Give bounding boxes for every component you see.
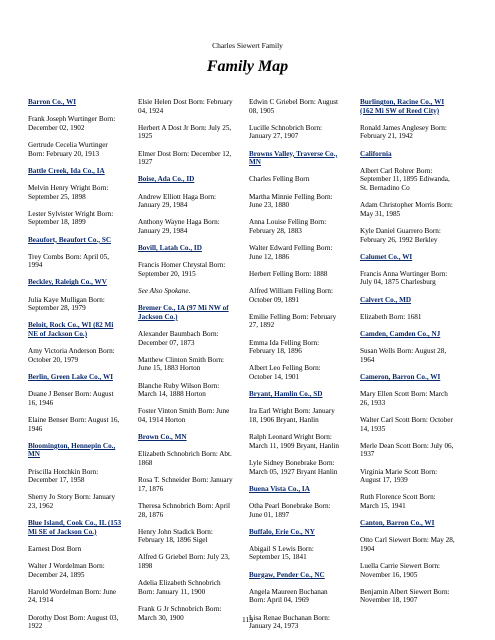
person-entry: Merle Dean Scott Born: July 06, 1937: [360, 441, 454, 459]
column-3: [249, 98, 345, 639]
location-heading[interactable]: Beloit, Rock Co., WI (82 Mi NE of Jackson Co.): [28, 321, 114, 339]
page-number: 113: [242, 615, 253, 624]
person-entry: Lyle Sidney Bonebrake Born: March 05, 1927 Bryant Hanlin: [249, 458, 338, 476]
person-entry: Luella Carrie Siewert Born: November 16, 1905: [360, 562, 441, 579]
person-entry: Henry John Stadick Born: February 18, 1896 Sigel: [138, 527, 213, 545]
person-entry: Herbert Felling Born: 1888: [249, 269, 328, 278]
person-entry: Lester Sylvister Wright Born: September 18, 1899: [28, 209, 114, 227]
person-entry: Harold Wordelman Born: June 24, 1914: [28, 587, 117, 605]
person-entry: Anna Louise Felling Born: February 28, 1883: [249, 218, 327, 235]
person-entry: Earnest Dost Born: [28, 544, 82, 553]
location-heading[interactable]: Camden, Camden Co., NJ: [360, 330, 441, 339]
location-heading[interactable]: Battle Creek, Ida Co., IA: [28, 166, 105, 175]
location-heading[interactable]: Buffalo, Erie Co., NY: [249, 527, 315, 536]
person-entry: Otto Carl Siewert Born: May 28, 1904: [360, 536, 455, 553]
person-entry: Melvin Henry Wright Born: September 25, 1898: [28, 183, 109, 201]
person-entry: Dorothy Dost Born: August 03, 1922: [28, 613, 119, 631]
person-entry: Ruth Florence Scott Born: March 15, 1941: [360, 493, 436, 510]
page-title: Family Map: [206, 58, 289, 75]
person-entry: Alexander Baumbach Born: December 07, 1873: [138, 330, 219, 347]
person-entry: Otha Pearl Bonebrake Born: June 01, 1897: [249, 501, 331, 519]
person-entry: Gertrude Cecelia Wurtinger Born: February 20, 1913: [28, 140, 108, 158]
person-entry: Julia Kaye Mulligan Born: September 28, 1979: [28, 295, 105, 313]
person-entry: Emilie Felling Born: February 27, 1892: [249, 312, 337, 330]
person-entry: Blanche Ruby Wilson Born: March 14, 1888 Horton: [138, 381, 220, 399]
person-entry: Elizabeth Born: 1681: [360, 312, 422, 321]
location-heading[interactable]: California: [360, 149, 392, 158]
person-entry: Charles Felling Born: [249, 175, 310, 184]
person-entry: Lisa Renae Buchanan Born: January 24, 1973: [249, 613, 330, 631]
person-entry: Benjamin Albert Siewert Born: November 18, 1907: [360, 587, 450, 605]
person-entry: Anthony Wayne Haga Born: January 29, 1984: [138, 218, 220, 235]
location-heading[interactable]: Calvert Co., MD: [360, 295, 412, 304]
person-entry: Virginia Marie Scott Born: August 17, 1939: [360, 467, 438, 485]
location-heading[interactable]: Brown Co., MN: [138, 433, 187, 442]
location-heading[interactable]: Canton, Barron Co., WI: [360, 519, 435, 528]
person-entry: Martha Minnie Felling Born: June 23, 1880: [249, 192, 333, 210]
person-entry: Ralph Leonard Wright Born: March 11, 1909 Bryant, Hanlin: [249, 433, 339, 450]
person-entry: Duane J Benser Born: August 16, 1946: [28, 390, 114, 407]
person-entry: Walter J Wordelman Born: December 24, 1895: [28, 562, 105, 579]
column-2: [138, 98, 234, 631]
person-entry: Elmer Dost Born: December 12, 1927: [138, 149, 232, 167]
location-heading[interactable]: Burlington, Racine Co., WI (162 Mi SW of Reed City): [360, 98, 445, 115]
person-entry: Emma Ida Felling Born: February 18, 1896: [249, 338, 320, 356]
person-entry: Angela Maureen Buchanan Born: April 04, 1969: [249, 587, 328, 605]
location-heading[interactable]: Buena Vista Co., IA: [249, 484, 310, 493]
person-entry: Edwin C Griebel Born: August 08, 1905: [249, 98, 339, 115]
person-entry: Sherry Jo Story Born: January 23, 1962: [28, 493, 116, 510]
person-entry: Trey Combs Born: April 05, 1994: [28, 252, 110, 270]
location-heading[interactable]: Browns Valley, Traverse Co., MN: [249, 149, 338, 167]
person-entry: Amy Victoria Anderson Born: October 20, 1979: [28, 347, 115, 364]
person-entry: Andrew Elliott Haga Born: January 29, 1984: [138, 192, 217, 210]
person-entry: Elsie Helen Dost Born: February 04, 1924: [138, 98, 233, 115]
person-entry: Walter Edward Felling Born: June 12, 1886: [249, 244, 333, 261]
person-entry: Alfred G Griebel Born: July 23, 1898: [138, 553, 230, 571]
location-heading[interactable]: Cameron, Barron Co., WI: [360, 373, 441, 381]
person-entry: Kyle Daniel Guarrero Born: February 26, 1992 Berkley: [360, 226, 441, 244]
person-entry: Abigail S Lewis Born: September 15, 1841: [249, 544, 314, 562]
person-entry: Walter Carl Scott Born: October 14, 1935: [360, 415, 453, 433]
person-entry: Matthew Clinton Smith Born: June 15, 1883 Horton: [138, 355, 225, 373]
person-entry: Francis Homer Chrystal Born: September 20, 1915: [138, 261, 226, 278]
person-entry: Lucille Schnobrich Born: January 27, 1907: [249, 123, 323, 141]
person-entry: Frank G Jr Schnobrich Born: March 30, 1900: [138, 605, 222, 622]
person-entry: Elaine Benser Born: August 16, 1946: [28, 415, 120, 433]
running-header: Charles Siewert Family: [212, 41, 283, 50]
person-entry: Ira Earl Wright Born: January 18, 1906 Bryant, Hanlin: [249, 407, 335, 424]
person-entry: Albert Carl Rohrer Born: September 11, 1895 Ediwanda, St. Bernadino Co: [360, 166, 450, 192]
person-entry: Alfred William Felling Born: October 09, 1891: [249, 287, 334, 304]
location-heading[interactable]: Calumet Co., WI: [360, 252, 413, 261]
person-entry: Herbert A Dost Jr Born: July 25, 1925: [138, 123, 232, 141]
location-heading[interactable]: Bryant, Hamlin Co., SD: [249, 390, 323, 399]
location-heading[interactable]: Beaufort, Beaufort Co., SC: [28, 235, 112, 244]
location-heading[interactable]: Burgaw, Pender Co., NC: [249, 570, 325, 579]
person-entry: Adam Christopher Morris Born: May 31, 1985: [360, 201, 453, 218]
person-entry: Rosa T. Schneider Born: January 17, 1876: [138, 476, 233, 493]
person-entry: Susan Wells Born: August 28, 1964: [360, 347, 447, 364]
person-entry: Mary Ellen Scott Born: March 26, 1933: [360, 390, 448, 407]
location-heading[interactable]: Barron Co., WI: [28, 98, 77, 106]
location-heading[interactable]: Bremer Co., IA (97 Mi NW of Jackson Co.): [138, 304, 229, 321]
location-heading[interactable]: Beckley, Raleigh Co., WV: [28, 278, 107, 287]
person-entry: Foster Vinton Smith Born: June 04, 1914 Horton: [138, 407, 230, 424]
location-heading[interactable]: Bovill, Latah Co., ID: [138, 244, 202, 253]
person-entry: Priscilla Hotchkin Born: December 17, 1958: [28, 467, 99, 485]
location-heading[interactable]: Bloomington, Hennepin Co., MN: [28, 441, 116, 459]
person-entry: Theresa Schnobrich Born: April 28, 1876: [138, 501, 231, 519]
location-heading[interactable]: Berlin, Green Lake Co., WI: [28, 373, 113, 381]
person-entry: Adelia Elizabeth Schnobrich Born: January 11, 1900: [138, 579, 221, 596]
see-also-note: See Also Spokane.: [138, 287, 191, 296]
person-entry: Frank Joseph Wurtinger Born: December 02, 1902: [28, 115, 116, 132]
person-entry: Ronald James Anglesey Born: February 21, 1942: [360, 123, 447, 141]
person-entry: Albert Leo Felling Born: October 14, 1901: [249, 364, 321, 381]
person-entry: Elizabeth Schnobrich Born: Abt. 1868: [138, 450, 232, 467]
location-heading[interactable]: Blue Island, Cook Co., IL (153 Mi SE of Jackson Co.): [28, 519, 122, 536]
person-entry: Francis Anna Wurtinger Born: July 04, 1875 Charlesburg: [360, 269, 448, 287]
column-4: [360, 98, 456, 614]
column-1: [28, 98, 124, 639]
location-heading[interactable]: Boise, Ada Co., ID: [138, 175, 195, 184]
